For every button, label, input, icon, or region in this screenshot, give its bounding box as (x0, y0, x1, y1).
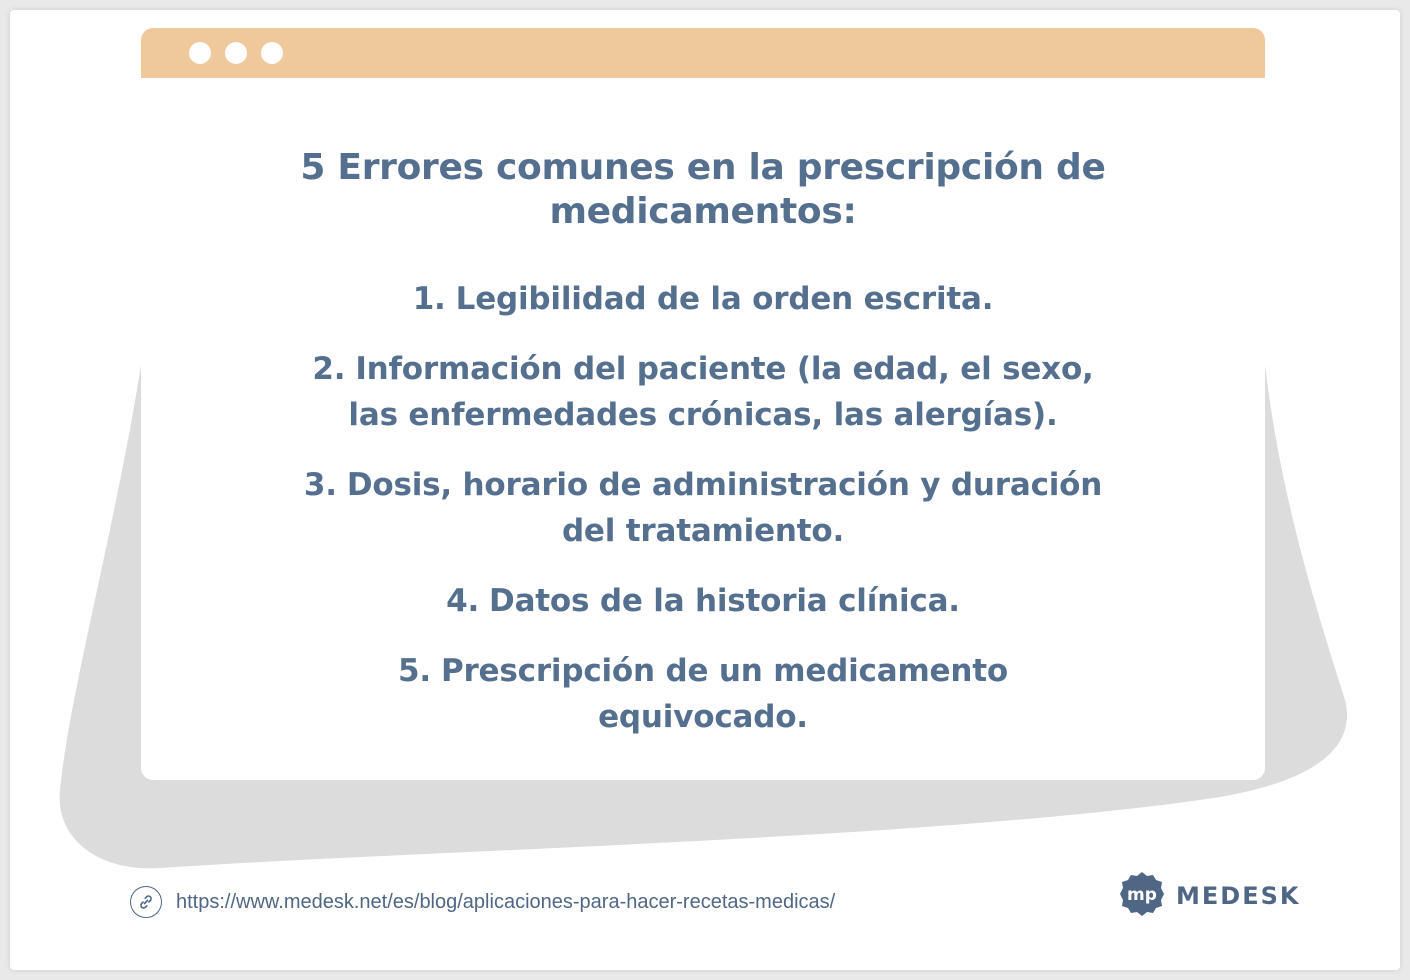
window-titlebar (141, 28, 1265, 78)
list-item-number: 3. (303, 467, 337, 503)
brand (1118, 872, 1300, 920)
window-dot-2 (225, 42, 247, 64)
list-item-text: Dosis, horario de administración y duración del tratamiento. (346, 467, 1103, 549)
source-url[interactable]: https://www.medesk.net/es/blog/aplicaciones-para-hacer-recetas-medicas/ (176, 890, 836, 913)
list-item-number: 5. (398, 653, 431, 689)
browser-window (141, 28, 1265, 780)
list-item (303, 276, 1103, 322)
list-item-number: 1. (412, 281, 446, 317)
page-title: 5 Errores comunes en la prescripción de medicamentos: (300, 147, 1106, 232)
window-dot-3 (261, 42, 283, 64)
infographic-frame (10, 10, 1400, 970)
medesk-logo-icon (1118, 870, 1166, 922)
window-dot-1 (189, 42, 211, 64)
list-item (303, 346, 1103, 438)
brand-name: MEDESK (1176, 882, 1301, 910)
list-item (303, 462, 1103, 554)
list-item-text: Prescripción de un medicamento equivocado. (440, 653, 1008, 735)
list-item-number: 2. (312, 351, 346, 387)
svg-text:mp: mp (1127, 885, 1157, 905)
list-item-text: Datos de la historia clínica. (489, 583, 960, 619)
list-item (303, 648, 1103, 740)
list-item (303, 578, 1103, 624)
link-icon (130, 886, 162, 918)
error-list (303, 276, 1103, 764)
list-item-number: 4. (446, 583, 480, 619)
source-link[interactable] (130, 885, 835, 919)
list-item-text: Información del paciente (la edad, el sexo, las enfermedades crónicas, las alergías). (348, 351, 1094, 433)
list-item-text: Legibilidad de la orden escrita. (455, 281, 994, 317)
